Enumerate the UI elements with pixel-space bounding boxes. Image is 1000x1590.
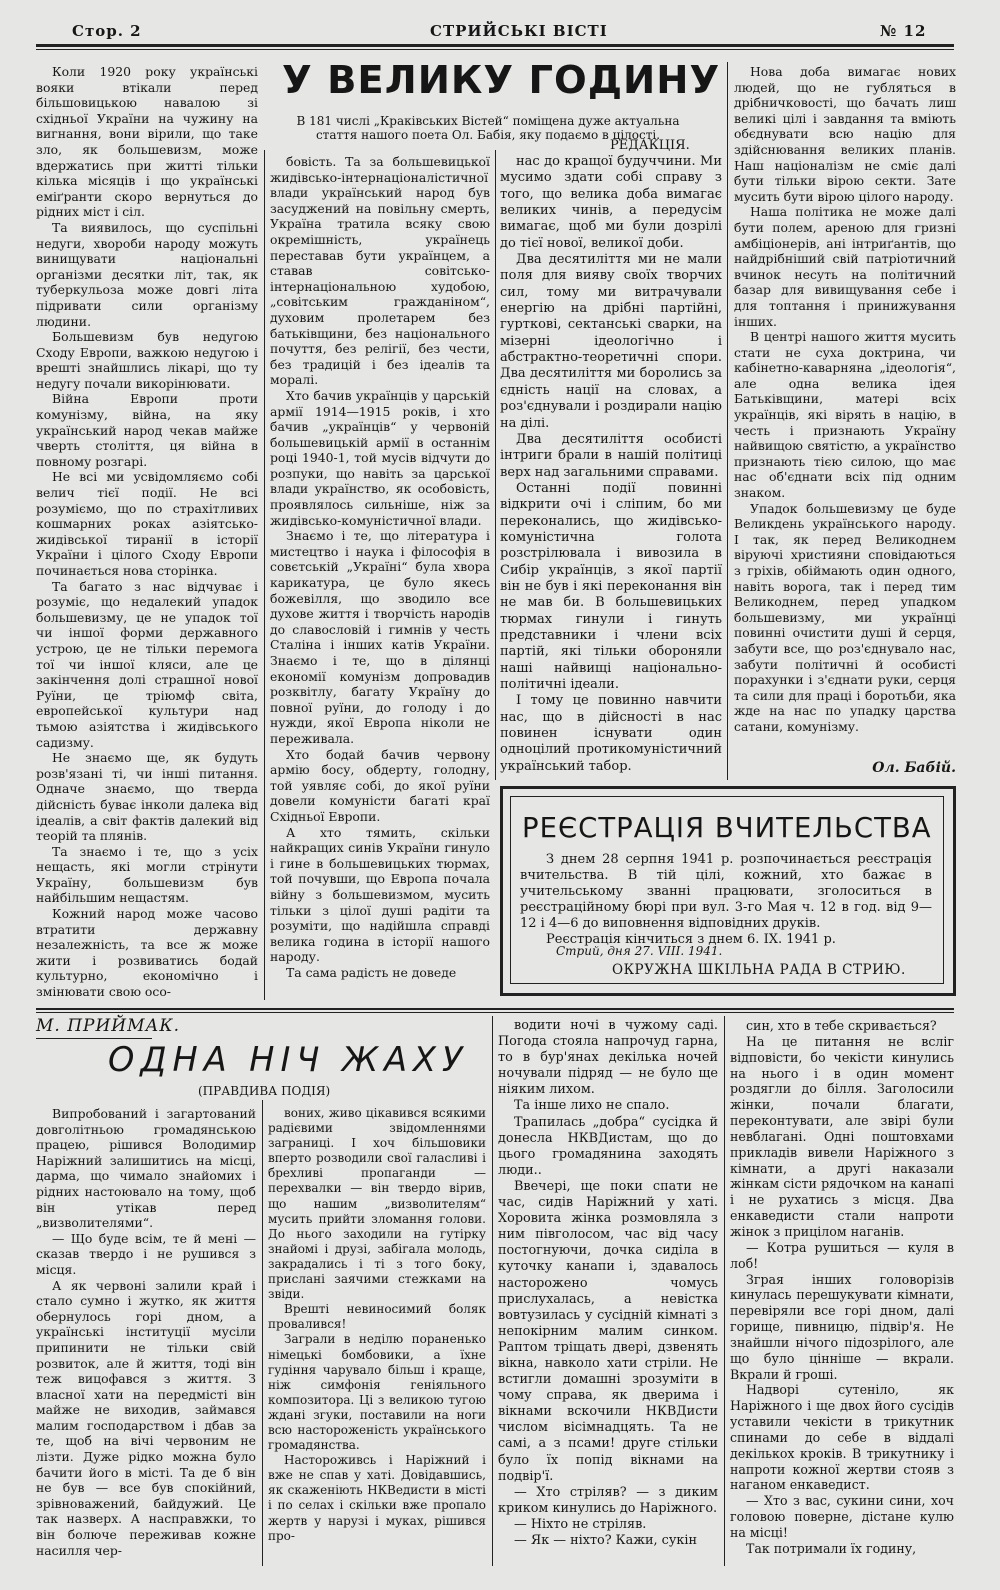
column-divider xyxy=(492,1016,493,1566)
paragraph: Хто бодай бачив червону армію босу, обдерту, голодну, той уявляє собі, до якої руїни довели комуністи багаті краї Східньої Европи. xyxy=(270,746,490,824)
paragraph: Трапилась „добра“ сусідка й донесла НКВДистам, що до цього громадянина заходять люди.. xyxy=(498,1114,718,1178)
notice-title: РЕЄСТРАЦІЯ ВЧИТЕЛЬСТВА xyxy=(522,812,932,844)
paragraph: — Котра рушиться — куля в лоб! xyxy=(730,1239,954,1271)
paragraph: Коли 1920 року українські вояки втікали перед більшовицькою навалою зі східньої України на чужину на вигнання, вони вірили, що таке зло, як большевизм, може вдержатись при житті тільки кілька місяців і що українські еміґранти скоро вернуться до рідних міст і сіл. xyxy=(36,64,258,220)
paragraph: Так потримали їх годину, xyxy=(746,1540,917,1556)
notice-issuer: ОКРУЖНА ШКІЛЬНА РАДА В СТРИЮ. xyxy=(612,962,906,978)
issue-number: № 12 xyxy=(880,22,927,40)
paragraph: бовість. Та за большевицької жидівсько-інтернаціоналістичної влади український народ був засуджений на повільну смерть, Україна тратила всяку свою окремішність, українець переставав бути українцем, а ставав совітсько-інтернаціональною худобою, „совітським гражданіном“, духовим пролетарем без батьківщини, без національного почуття, без релігії, без чести, без традицій і без ідеалів та моралі. xyxy=(270,154,490,388)
paragraph: Та знаємо і те, що з усіх нещасть, які могли стрінути Україну, большевизм був найбільшим нещастям. xyxy=(36,843,258,906)
editor-note: РЕДАКЦІЯ. xyxy=(610,138,690,153)
paragraph: Нова доба вимагає нових людей, що не губляться в дрібничковості, що бачать лиш великі цілі і завдання та вміють обєднувати всю націю для здійснювання великих планів. Наш націоналізм не сміє далі бути тільки вірою секти. Зате мусить бути вірою цілого народу. xyxy=(734,64,956,204)
header-rule xyxy=(36,44,954,47)
section-rule xyxy=(36,1008,954,1010)
section-rule-thin xyxy=(36,1012,954,1013)
paragraph: Большевизм був недугою Сходу Европи, важкою недугою і врешті знайшлись лікарі, що ту недугу почали викорінювати. xyxy=(36,329,258,391)
header-rule-thin xyxy=(36,49,954,50)
paragraph: воних, живо цікавився всякими радієвими звідомленнями заграниці. І хоч більшовики вперто розводили свої галасливі і брехливі пропаганди — перехвалки — він твердо вірив, що нашим „визволителям“ мусить прийти зломання голови. До нього заходили на гутірку знайомі і друзі, забігала молодь, закрадались і ті з того боку, прислані заячими стежками на звіди. xyxy=(268,1106,486,1302)
paragraph: Надворі сутеніло, як Наріжного і ще двох його сусідів уставили чекісти в трикутник спинами до себе в віддалі декількох кроків. В трикутнику і напроти кожної жертви стояв з наганом енкаведист. xyxy=(730,1382,954,1493)
paragraph: В центрі нашого життя мусить стати не суха доктрина, чи кабінетно-каварняна „ідеологія“, але одна велика ідея Батьківщини, матері всіх українців, які вірять в націю, в честь і признають Україну найвищою святістю, а українство признають тією силою, що має нас об'єднати всіх під одним знаком. xyxy=(734,329,956,501)
column-divider xyxy=(495,150,496,780)
paragraph: Настороживсь і Наріжний і вже не спав у хаті. Довідавшись, як скаженіють НКВедисти в місті і по селах і скільки вже пропало жертв у нарузі і муках, рішився про- xyxy=(268,1453,486,1543)
paragraph: нас до кращої будуччини. Ми мусимо здати собі справу з того, що велика доба вимагає великих чинів, а передусім вимагає, щоб ми були дозрілі до тієї нової, великої доби. xyxy=(500,154,722,251)
column-divider xyxy=(262,1100,263,1566)
paragraph: Зграя інших головорізів кинулась перешукувати кімнати, перевіряли все горі дном, далі горище, пивницю, підвір'я. Не знайшли нічого підозрілого, але що було цінніше — вкрали. Вкрали й гроші. xyxy=(730,1271,954,1382)
article-signature: Ол. Бабій. xyxy=(872,760,956,776)
notice-text: З днем 28 серпня 1941 р. розпочинається реєстрація вчительства. В тій цілі, кожний, хто бажає в учительському званні працювати, зголоситься в реєстраційному бюрі при вул. 3-го Мая ч. 12 в год. від 9—12 і 4—6 до виповнення відповідних друків. xyxy=(520,852,932,931)
column-divider xyxy=(264,150,265,1000)
paragraph: Два десятиліття особисті інтриги брали в нашій політиці верх над загальними справами. xyxy=(500,431,722,480)
story-author: М. ПРИЙМАК. xyxy=(36,1016,180,1036)
story-column-1 xyxy=(36,1106,256,1562)
article-intro: В 181 числі „Краківських Вістей“ поміщена дуже актуальна стаття нашого поета Ол. Бабія, яку подаємо в цілості. xyxy=(296,114,680,142)
paragraph: Та інше лихо не спало. xyxy=(514,1098,670,1114)
paragraph: — Як — ніхто? Кажи, сукін xyxy=(514,1533,697,1548)
paragraph: Хто бачив українців у царській армії 1914—1915 років, і хто бачив „українців“ у червоній большевицькій армії в останнім році 1940-1, той мусів відчути до розпуки, що навіть за царської влади українство, як особовість, проявлялось сильніше, ніж за жидівсько-комуністичної влади. xyxy=(270,387,490,528)
notice-date: Стрий, дня 27. VIII. 1941. xyxy=(556,944,723,958)
notice-end-date: Реєстрація кінчиться з днем 6. IX. 1941 р. xyxy=(546,932,836,947)
column-divider xyxy=(724,1016,725,1566)
story-column-4 xyxy=(730,1018,954,1562)
paragraph: — Хто стріляв? — з диким криком кинулись до Наріжного. xyxy=(498,1484,718,1516)
notice-body xyxy=(520,852,932,948)
paragraph: Не знаємо ще, як будуть розв'язані ті, чи інші питання. Одначе знаємо, що тверда дійсність буває інколи далека від ідеалів, а світ фактів далекий від теорій та плянів. xyxy=(36,750,258,844)
paragraph: водити ночі в чужому саді. Погода стояла напрочуд гарна, то в бур'янах декілька ночей ночували підряд — не було ще ніяким лихом. xyxy=(498,1018,718,1098)
paragraph: Останні події повинні відкрити очі і сліпим, бо ми переконались, що жидівсько-комуністична голота розстрілювала і вивозила в Сибір українців, з якої партії він не був і які переконання він не мав би. В большевицьких тюрмах гинули і гинуть представники і члени всіх партій, які тільки обороняли наші найвищі національно-політичні ідеали. xyxy=(500,480,722,692)
paragraph: А як червоні залили край і стало сумно і жутко, як життя обернулось горі дном, а українські інституції мусіли припинити не тільки свій розвиток, але й життя, тоді він теж вицофався з життя. З власної хати на передмісті він майже не виходив, займався малим господарством і дбав за те, щоб на вічі червоним не лізти. Дуже рідко можна було бачити його в місті. Та де б він не був — все був спокійний, зрівноважений, байдужий. Це так назверх. А насправжки, то він болюче переживав кожне насилля чер- xyxy=(36,1277,256,1558)
paragraph: Знаємо і те, що література і мистецтво і наука і філософія в совєтській „Україні“ була хвора карикатура, це було якесь божевілля, що зводило все духове життя і творчість народів до славословій і гимнів у честь Сталіна і інших катів України. Знаємо і те, що в ділянці економії комунізм допровадив розквітлу, багату Україну до повної руїни, до голоду і до нужди, якої Европа ніколи не переживала. xyxy=(270,528,490,746)
article-column-2 xyxy=(270,154,490,1002)
paragraph: На це питання не всліг відповісти, бо чекісти кинулись на нього і в один момент роздягли до білля. Заголосили жінки, почали благати, переконтувати, але звірі були невблагані. Одні поштовхами прикладів вивели Наріжного з кімнати, а другі наказали жінкам сісти рядочком на канапі і не рухатись з місця. Два енкаведисти стали напроти жінок з прицілом наганів. xyxy=(730,1033,954,1239)
article-title: У ВЕЛИКУ ГОДИНУ xyxy=(282,58,721,103)
author-underline xyxy=(36,1038,152,1039)
paragraph: Два десятиліття ми не мали поля для вияву своїх творчих сил, тому ми витрачували енергію на дрібні партійні, гурткові, сектанські сварки, на мізерні ідеологічно і абстрактно-теоретичні спори. Два десятиліття ми боролись за єдність нації на словах, а роз'єднували і роздирали націю на ділі. xyxy=(500,252,722,431)
paragraph: Випробований і загартований довголітньою громадянською працею, рішився Володимир Наріжний залишитись на місці, дарма, що чимало знайомих і рідних настоювало на тому, щоб він утікав перед „визволителями“. xyxy=(36,1106,256,1231)
paragraph: І тому це повинно навчити нас, що в дійсності в нас повинен існувати один одноцілий протикомуністичний український табор. xyxy=(500,693,722,774)
paragraph: Не всі ми усвідомляємо собі велич тієї події. Не всі розуміємо, що по страхітливих кошмарних роках азіятсько-жидівської тиранії в історії України і цілого Сходу Европи починається нова сторінка. xyxy=(36,469,258,578)
paragraph: Кожний народ може часово втратити державну незалежність, та все ж може жити і розвиватись бодай культурно, економічно і змінювати свою осо- xyxy=(36,906,258,1000)
article-column-3 xyxy=(500,154,722,784)
paragraph: — Що буде всім, те й мені — сказав твердо і не рушився з місця. xyxy=(36,1230,256,1277)
story-column-2 xyxy=(268,1106,486,1562)
page-number: Стор. 2 xyxy=(72,22,142,40)
story-subtitle: (ПРАВДИВА ПОДІЯ) xyxy=(198,1084,331,1098)
paragraph: Та виявилось, що суспільні недуги, хвороби народу можуть винищувати національні організми десятки літ, так, як туберкульоза може довгі літа підривати сили організму людини. xyxy=(36,219,258,329)
column-divider xyxy=(727,62,728,780)
paragraph: — Ніхто не стріляв. xyxy=(514,1516,647,1532)
paragraph: Ввечері, ще поки спати не час, сидів Наріжний у хаті. Хоровита жінка розмовляла з ним півголосом, час від часу постогнуючи, дочка сиділа в куточку канапи і, здавалось насторожено чомусь прислухалась, а невістка вовтузилась у сусідній кімнаті з непокірним малим синком. Раптом тріщать двері, дзвенять вікна, навколо хати стріли. Не встигли домашні зрозуміти в чому справа, як дверима і вікнами вскочили НКВДисти числом вісімнадцять. Та не самі, а з псами! друге стільки було їх попід вікнами на подвір'ї. xyxy=(498,1178,718,1484)
paragraph: Упадок большевизму це буде Великдень українського народу. І так, як перед Великоднем віруючі християни сповідаються з гріхів, обіймають один одного, навіть ворога, так і перед тим Великоднем, перед упадком большевизму, ми українці повинні очистити душі й серця, забути все, що роз'єднувало нас, забути політичні й особисті порахунки і з'єднати руки, серця та сили для праці і боротьби, яка жде на нас по упадку царства сатани, комунізму. xyxy=(734,500,956,734)
article-column-1 xyxy=(36,64,258,1002)
story-title: ОДНА НІЧ ЖАХУ xyxy=(108,1040,469,1079)
paragraph: Врешті невиносимий боляк провалився! xyxy=(268,1302,486,1332)
article-column-4 xyxy=(734,64,956,754)
paragraph: Війна Европи проти комунізму, війна, на яку український народ чекав майже чверть століття, ця війна в повному розгарі. xyxy=(36,391,258,469)
paragraph: син, хто в тебе скривається? xyxy=(746,1018,937,1033)
paragraph: Та багато з нас відчуває і розуміє, що недалекий упадок большевизму, це не упадок тої чи іншої форми державного устрою, це не тільки перемога тої чи іншої кляси, але це закінчення долі страшної нової Руїни, це тріюмф світа, европейської культури над тьмою азіятства і жидівського садизму. xyxy=(36,578,258,750)
paragraph: — Хто з вас, сукини сини, хоч головою поверне, дістане кулю на місці! xyxy=(730,1493,954,1540)
paragraph: Наша політика не може далі бути полем, ареною для гризні амбіціонерів, ані інтриґантів, що найдрібніший свій патріотичний вчинок несуть на політичний базар для вивищування себе і для топтання і принижування інших. xyxy=(734,204,956,329)
paragraph: Заграли в неділю пораненько німецькі бомбовики, а їхне гудіння чарувало більш і краще, ніж симфонія геніяльного композитора. Ці з великою тугою ждані згуки, поставили на ноги всю настороженість українського громадянства. xyxy=(268,1332,486,1453)
story-column-3 xyxy=(498,1018,718,1562)
paragraph: А хто тямить, скільки найкращих синів України гинуло і гине в большевицьких тюрмах, той почувши, що Европа почала війну з большевизмом, мусить тільки з цілої душі радіти та розуміти, що надійшла справді велика година в історії нашого народу. xyxy=(270,824,490,965)
paragraph: Та сама радість не доведе xyxy=(286,964,457,980)
newspaper-title: СТРИЙСЬКІ ВІСТІ xyxy=(430,22,608,40)
